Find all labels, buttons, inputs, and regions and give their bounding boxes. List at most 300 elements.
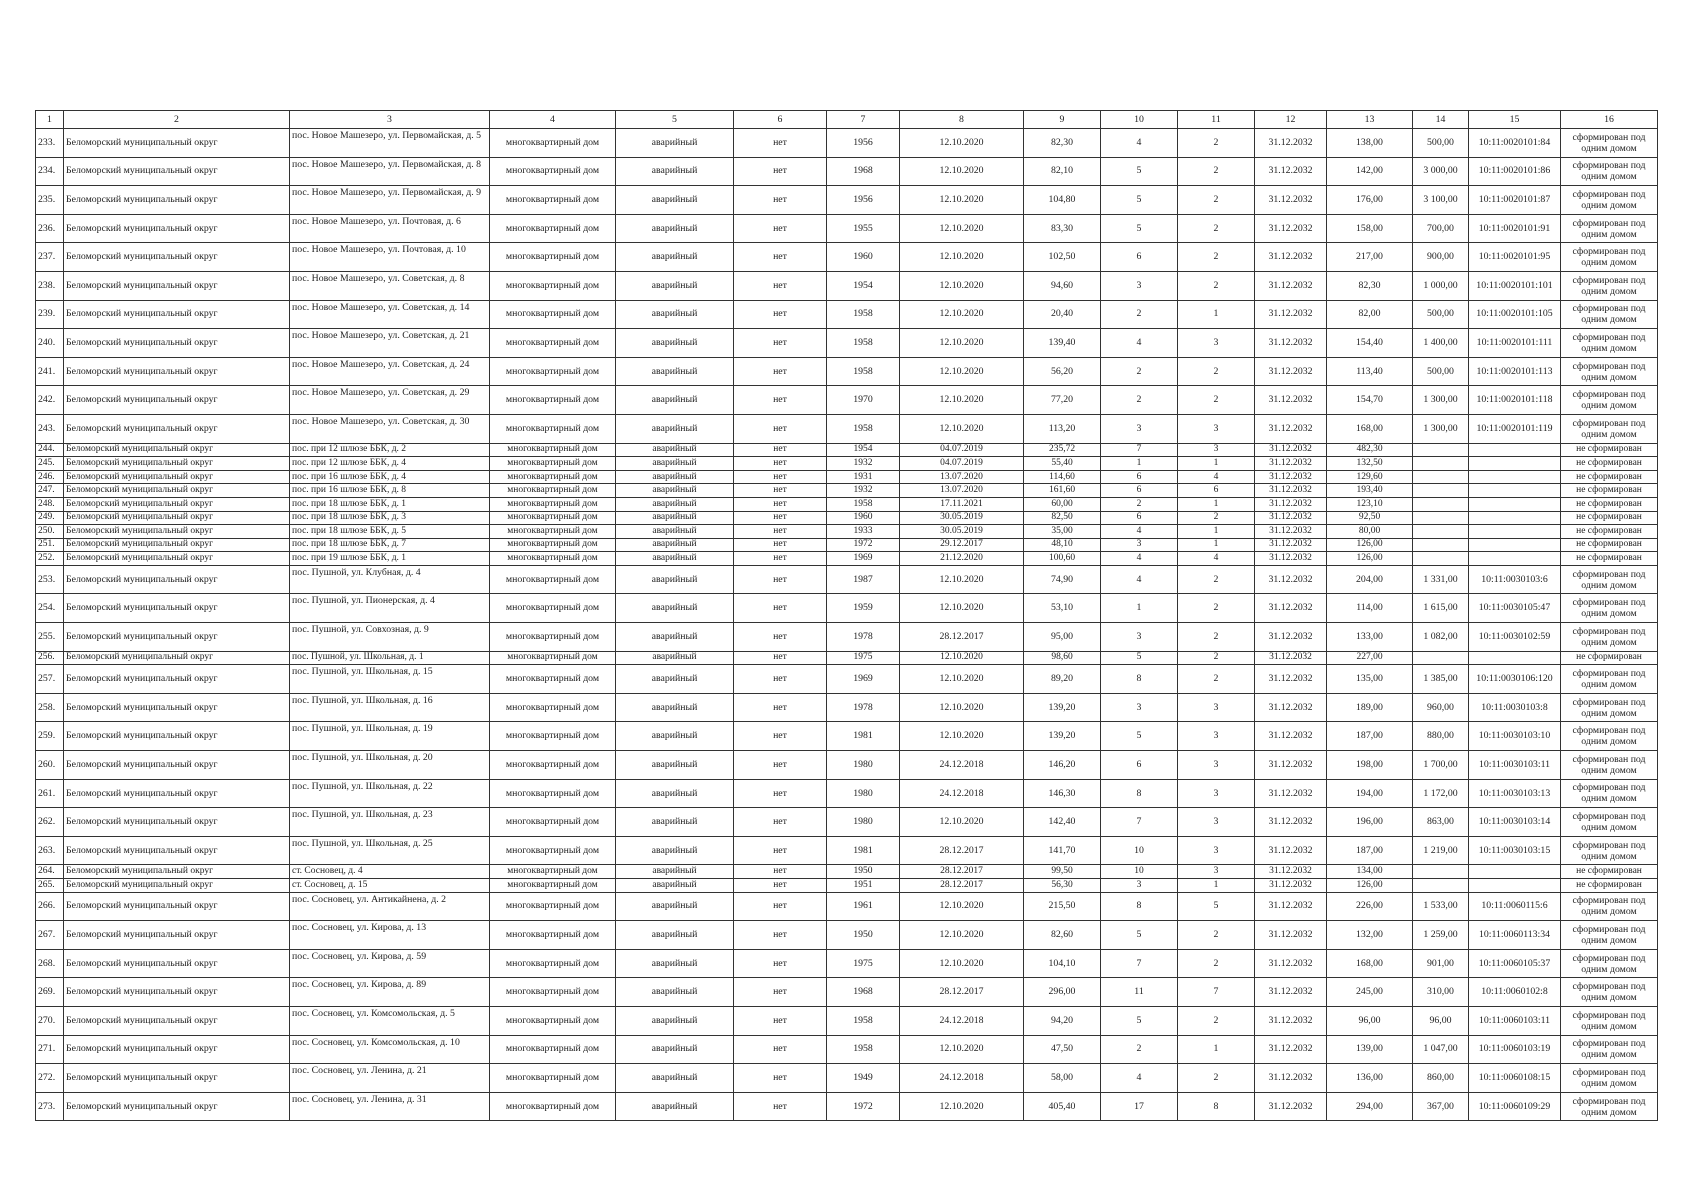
table-cell: 6 [1178, 484, 1255, 498]
table-cell: 82,30 [1327, 271, 1413, 300]
table-cell: 12.10.2020 [900, 921, 1024, 950]
table-row [36, 497, 1658, 511]
table-cell: 1954 [827, 443, 900, 457]
table-cell: пос. Пушной, ул. Пионерская, д. 4 [290, 594, 490, 623]
table-cell: многоквартирный дом [490, 186, 616, 215]
table-cell: 31.12.2032 [1255, 511, 1327, 525]
table-cell: 31.12.2032 [1255, 1064, 1327, 1093]
table-cell: многоквартирный дом [490, 751, 616, 780]
table-cell: 20,40 [1024, 300, 1101, 329]
table-cell: не сформирован [1561, 525, 1658, 539]
table-cell [1413, 457, 1469, 471]
table-cell: многоквартирный дом [490, 949, 616, 978]
table-cell: нет [734, 414, 827, 443]
table-cell: 2 [1101, 300, 1178, 329]
table-cell: 10:11:0020101:87 [1469, 186, 1561, 215]
table-cell: 12.10.2020 [900, 386, 1024, 415]
table-cell: нет [734, 1064, 827, 1093]
table-cell: 31.12.2032 [1255, 414, 1327, 443]
table-cell [1469, 497, 1561, 511]
table-cell: аварийный [616, 623, 734, 652]
table-cell: аварийный [616, 511, 734, 525]
table-cell: 268. [36, 949, 64, 978]
table-cell: 271. [36, 1035, 64, 1064]
table-cell: 10:11:0020101:118 [1469, 386, 1561, 415]
table-cell: 194,00 [1327, 779, 1413, 808]
table-row [36, 214, 1658, 243]
table-cell: 7 [1178, 978, 1255, 1007]
table-cell: Беломорский муниципальный округ [64, 1064, 290, 1093]
table-cell: 2 [1101, 386, 1178, 415]
table-cell: 77,20 [1024, 386, 1101, 415]
table-row [36, 892, 1658, 921]
table-cell: 1987 [827, 565, 900, 594]
table-cell: Беломорский муниципальный округ [64, 243, 290, 272]
table-cell: Беломорский муниципальный округ [64, 538, 290, 552]
table-cell: сформирован под одним домом [1561, 329, 1658, 358]
table-cell: 12.10.2020 [900, 949, 1024, 978]
table-cell: 2 [1178, 623, 1255, 652]
table-cell: многоквартирный дом [490, 511, 616, 525]
table-cell: Беломорский муниципальный округ [64, 808, 290, 837]
table-row [36, 300, 1658, 329]
table-cell: 10:11:0020101:105 [1469, 300, 1561, 329]
table-cell: 2 [1101, 357, 1178, 386]
table-cell: нет [734, 525, 827, 539]
table-cell: Беломорский муниципальный округ [64, 484, 290, 498]
table-cell: многоквартирный дом [490, 693, 616, 722]
table-cell: нет [734, 186, 827, 215]
table-cell [1413, 511, 1469, 525]
table-row [36, 565, 1658, 594]
table-cell: 82,60 [1024, 921, 1101, 950]
table-cell: 256. [36, 651, 64, 665]
table-cell: 263. [36, 836, 64, 865]
table-cell: Беломорский муниципальный округ [64, 443, 290, 457]
table-cell: 243. [36, 414, 64, 443]
table-cell: нет [734, 470, 827, 484]
table-row [36, 457, 1658, 471]
table-cell: 226,00 [1327, 892, 1413, 921]
table-cell: 1 331,00 [1413, 565, 1469, 594]
table-cell: 1978 [827, 623, 900, 652]
table-cell: пос. Пушной, ул. Школьная, д. 19 [290, 722, 490, 751]
table-cell: 10:11:0060113:34 [1469, 921, 1561, 950]
table-cell: 142,00 [1327, 157, 1413, 186]
table-cell: 3 [1178, 722, 1255, 751]
table-cell: 2 [1178, 1006, 1255, 1035]
table-row [36, 129, 1658, 158]
table-cell [1469, 651, 1561, 665]
table-cell: 94,20 [1024, 1006, 1101, 1035]
table-cell: многоквартирный дом [490, 865, 616, 879]
table-cell: 56,30 [1024, 879, 1101, 893]
table-cell: 1 082,00 [1413, 623, 1469, 652]
table-cell: 1931 [827, 470, 900, 484]
table-row [36, 525, 1658, 539]
table-cell: 129,60 [1327, 470, 1413, 484]
table-cell: аварийный [616, 978, 734, 1007]
table-cell: 1 [1178, 538, 1255, 552]
table-cell: 113,20 [1024, 414, 1101, 443]
table-cell: сформирован под одним домом [1561, 386, 1658, 415]
table-cell: 1980 [827, 779, 900, 808]
table-cell: 12.10.2020 [900, 129, 1024, 158]
table-cell: 1 000,00 [1413, 271, 1469, 300]
table-cell: 55,40 [1024, 457, 1101, 471]
table-cell: нет [734, 214, 827, 243]
table-cell: многоквартирный дом [490, 538, 616, 552]
table-cell: нет [734, 751, 827, 780]
table-cell: не сформирован [1561, 511, 1658, 525]
table-cell: 7 [1101, 808, 1178, 837]
table-cell: 1981 [827, 722, 900, 751]
table-cell: Беломорский муниципальный округ [64, 1035, 290, 1064]
table-cell: 1951 [827, 879, 900, 893]
table-cell: 12.10.2020 [900, 1035, 1024, 1064]
table-cell: 12.10.2020 [900, 329, 1024, 358]
table-cell: 56,20 [1024, 357, 1101, 386]
table-cell: 1 047,00 [1413, 1035, 1469, 1064]
table-cell: 12.10.2020 [900, 722, 1024, 751]
table-cell: 31.12.2032 [1255, 1035, 1327, 1064]
table-cell: 3 [1101, 879, 1178, 893]
table-cell: аварийный [616, 665, 734, 694]
table-cell: 3 [1178, 414, 1255, 443]
table-row [36, 511, 1658, 525]
column-header: 3 [290, 111, 490, 129]
table-cell: сформирован под одним домом [1561, 414, 1658, 443]
table-cell: 187,00 [1327, 836, 1413, 865]
table-cell: 6 [1101, 484, 1178, 498]
table-cell: 24.12.2018 [900, 1064, 1024, 1093]
table-cell: 1950 [827, 865, 900, 879]
table-cell: аварийный [616, 470, 734, 484]
table-row [36, 665, 1658, 694]
table-cell: многоквартирный дом [490, 651, 616, 665]
table-cell: нет [734, 271, 827, 300]
table-cell: 901,00 [1413, 949, 1469, 978]
table-cell: 104,10 [1024, 949, 1101, 978]
table-cell: 244. [36, 443, 64, 457]
table-cell: пос. Пушной, ул. Школьная, д. 22 [290, 779, 490, 808]
table-cell: 12.10.2020 [900, 243, 1024, 272]
table-cell: многоквартирный дом [490, 271, 616, 300]
table-cell: аварийный [616, 865, 734, 879]
table-cell [1413, 443, 1469, 457]
table-cell: не сформирован [1561, 497, 1658, 511]
table-cell: 158,00 [1327, 214, 1413, 243]
table-cell: нет [734, 693, 827, 722]
table-cell: Беломорский муниципальный округ [64, 457, 290, 471]
table-cell: многоквартирный дом [490, 836, 616, 865]
table-cell: 31.12.2032 [1255, 329, 1327, 358]
table-cell: аварийный [616, 594, 734, 623]
table-cell: аварийный [616, 892, 734, 921]
table-cell: многоквартирный дом [490, 921, 616, 950]
table-cell: 1968 [827, 157, 900, 186]
table-cell: Беломорский муниципальный округ [64, 271, 290, 300]
table-cell: 500,00 [1413, 357, 1469, 386]
table-cell: 880,00 [1413, 722, 1469, 751]
table-cell: сформирован под одним домом [1561, 1035, 1658, 1064]
table-cell: 10:11:0030103:14 [1469, 808, 1561, 837]
table-cell: 1970 [827, 386, 900, 415]
table-cell: 29.12.2017 [900, 538, 1024, 552]
table-cell: пос. при 16 шлюзе ББК, д. 4 [290, 470, 490, 484]
table-row [36, 651, 1658, 665]
table-cell: 252. [36, 552, 64, 566]
table-cell: Беломорский муниципальный округ [64, 497, 290, 511]
table-cell: аварийный [616, 329, 734, 358]
table-cell: 2 [1178, 357, 1255, 386]
table-cell [1413, 538, 1469, 552]
table-row [36, 1006, 1658, 1035]
table-cell: 10:11:0030103:10 [1469, 722, 1561, 751]
table-cell: нет [734, 594, 827, 623]
table-cell: пос. Новое Машезеро, ул. Советская, д. 30 [290, 414, 490, 443]
table-cell: 2 [1178, 214, 1255, 243]
table-cell: 860,00 [1413, 1064, 1469, 1093]
table-cell: 2 [1178, 565, 1255, 594]
table-cell: многоквартирный дом [490, 414, 616, 443]
table-cell: 900,00 [1413, 243, 1469, 272]
table-cell: 960,00 [1413, 693, 1469, 722]
table-cell: 133,00 [1327, 623, 1413, 652]
table-cell: 48,10 [1024, 538, 1101, 552]
table-cell: сформирован под одним домом [1561, 1092, 1658, 1121]
table-cell: сформирован под одним домом [1561, 129, 1658, 158]
table-cell: 296,00 [1024, 978, 1101, 1007]
table-cell: аварийный [616, 243, 734, 272]
table-cell: нет [734, 623, 827, 652]
table-cell: 12.10.2020 [900, 214, 1024, 243]
table-cell: 4 [1178, 470, 1255, 484]
table-cell: 31.12.2032 [1255, 129, 1327, 158]
table-cell: 2 [1178, 594, 1255, 623]
table-row [36, 949, 1658, 978]
table-cell: 1932 [827, 457, 900, 471]
table-cell: Беломорский муниципальный округ [64, 921, 290, 950]
table-cell: 134,00 [1327, 865, 1413, 879]
table-cell: 154,70 [1327, 386, 1413, 415]
table-cell: 74,90 [1024, 565, 1101, 594]
table-cell: 2 [1178, 1064, 1255, 1093]
table-cell: 154,40 [1327, 329, 1413, 358]
table-cell: не сформирован [1561, 552, 1658, 566]
table-cell: Беломорский муниципальный округ [64, 1092, 290, 1121]
table-cell: 3 000,00 [1413, 157, 1469, 186]
table-cell [1469, 525, 1561, 539]
table-cell: 83,30 [1024, 214, 1101, 243]
table-cell: 2 [1178, 651, 1255, 665]
table-cell: 04.07.2019 [900, 457, 1024, 471]
table-cell: многоквартирный дом [490, 157, 616, 186]
table-cell: 7 [1101, 949, 1178, 978]
table-row [36, 693, 1658, 722]
table-cell: аварийный [616, 779, 734, 808]
table-cell: 3 [1101, 538, 1178, 552]
header-row [36, 111, 1658, 129]
table-cell: многоквартирный дом [490, 1064, 616, 1093]
table-cell: нет [734, 300, 827, 329]
table-cell: 10:11:0060105:37 [1469, 949, 1561, 978]
table-cell: 10:11:0030103:11 [1469, 751, 1561, 780]
table-cell: 264. [36, 865, 64, 879]
table-cell: 1980 [827, 808, 900, 837]
table-cell: 17.11.2021 [900, 497, 1024, 511]
table-cell: пос. Новое Машезеро, ул. Советская, д. 24 [290, 357, 490, 386]
table-cell: пос. Новое Машезеро, ул. Первомайская, д. 9 [290, 186, 490, 215]
table-cell: 123,10 [1327, 497, 1413, 511]
table-cell: сформирован под одним домом [1561, 722, 1658, 751]
table-cell: пос. Сосновец, ул. Комсомольская, д. 5 [290, 1006, 490, 1035]
table-cell: пос. Сосновец, ул. Антикайнена, д. 2 [290, 892, 490, 921]
table-cell: многоквартирный дом [490, 978, 616, 1007]
table-cell: 10:11:0060115:6 [1469, 892, 1561, 921]
table-cell: пос. при 18 шлюзе ББК, д. 1 [290, 497, 490, 511]
table-cell: Беломорский муниципальный округ [64, 357, 290, 386]
table-cell: 12.10.2020 [900, 1092, 1024, 1121]
table-cell: аварийный [616, 129, 734, 158]
table-cell: не сформирован [1561, 457, 1658, 471]
table-cell: аварийный [616, 186, 734, 215]
table-cell: пос. при 18 шлюзе ББК, д. 5 [290, 525, 490, 539]
table-cell: 266. [36, 892, 64, 921]
table-cell: нет [734, 538, 827, 552]
table-cell: 31.12.2032 [1255, 879, 1327, 893]
table-cell: 482,30 [1327, 443, 1413, 457]
table-cell: 142,40 [1024, 808, 1101, 837]
table-cell: 1980 [827, 751, 900, 780]
table-cell: нет [734, 443, 827, 457]
table-cell: пос. при 12 шлюзе ББК, д. 4 [290, 457, 490, 471]
table-cell: нет [734, 457, 827, 471]
table-cell: 1981 [827, 836, 900, 865]
table-cell: сформирован под одним домом [1561, 623, 1658, 652]
table-cell: 2 [1101, 497, 1178, 511]
table-cell: 94,60 [1024, 271, 1101, 300]
table-cell: Беломорский муниципальный округ [64, 594, 290, 623]
table-cell: 1 219,00 [1413, 836, 1469, 865]
table-cell: 2 [1178, 511, 1255, 525]
table-cell: 10:11:0060109:29 [1469, 1092, 1561, 1121]
table-cell: 247. [36, 484, 64, 498]
table-cell: Беломорский муниципальный округ [64, 386, 290, 415]
table-cell: многоквартирный дом [490, 129, 616, 158]
table-cell: сформирован под одним домом [1561, 357, 1658, 386]
table-cell: 4 [1101, 1064, 1178, 1093]
table-cell: 5 [1101, 921, 1178, 950]
table-cell: Беломорский муниципальный округ [64, 186, 290, 215]
table-cell: 5 [1101, 186, 1178, 215]
table-cell: 1958 [827, 329, 900, 358]
table-cell: сформирован под одним домом [1561, 186, 1658, 215]
table-cell: 99,50 [1024, 865, 1101, 879]
table-cell: пос. при 18 шлюзе ББК, д. 3 [290, 511, 490, 525]
table-row [36, 978, 1658, 1007]
table-cell: 10:11:0020101:86 [1469, 157, 1561, 186]
table-cell: 251. [36, 538, 64, 552]
table-cell: 249. [36, 511, 64, 525]
table-cell: 1 259,00 [1413, 921, 1469, 950]
table-cell: 31.12.2032 [1255, 594, 1327, 623]
table-cell: 238. [36, 271, 64, 300]
table-cell: не сформирован [1561, 651, 1658, 665]
table-cell: 10:11:0020101:101 [1469, 271, 1561, 300]
table-cell: 31.12.2032 [1255, 921, 1327, 950]
table-cell: 6 [1101, 511, 1178, 525]
table-cell: сформирован под одним домом [1561, 892, 1658, 921]
table-cell: аварийный [616, 879, 734, 893]
table-cell: 10 [1101, 865, 1178, 879]
column-header: 12 [1255, 111, 1327, 129]
table-cell: 1933 [827, 525, 900, 539]
table-row [36, 552, 1658, 566]
column-header: 7 [827, 111, 900, 129]
table-cell: 1969 [827, 665, 900, 694]
table-cell: 700,00 [1413, 214, 1469, 243]
table-cell: сформирован под одним домом [1561, 949, 1658, 978]
table-cell: нет [734, 386, 827, 415]
table-cell: 28.12.2017 [900, 978, 1024, 1007]
table-cell: многоквартирный дом [490, 1035, 616, 1064]
table-cell: 8 [1101, 665, 1178, 694]
table-cell: 1 [1178, 525, 1255, 539]
table-cell: 3 [1178, 329, 1255, 358]
table-cell: 1958 [827, 497, 900, 511]
table-cell: 139,20 [1024, 693, 1101, 722]
table-cell: аварийный [616, 722, 734, 751]
table-cell: 161,60 [1024, 484, 1101, 498]
table-cell: 30.05.2019 [900, 525, 1024, 539]
table-cell: Беломорский муниципальный округ [64, 129, 290, 158]
table-cell: ст. Сосновец, д. 15 [290, 879, 490, 893]
table-cell: пос. Пушной, ул. Совхозная, д. 9 [290, 623, 490, 652]
table-cell: 12.10.2020 [900, 157, 1024, 186]
table-cell: 241. [36, 357, 64, 386]
table-cell: 8 [1101, 779, 1178, 808]
table-cell: 60,00 [1024, 497, 1101, 511]
table-cell: 1958 [827, 1035, 900, 1064]
table-cell: 1949 [827, 1064, 900, 1093]
table-cell: 28.12.2017 [900, 623, 1024, 652]
table-cell: нет [734, 808, 827, 837]
table-cell: 10:11:0020101:111 [1469, 329, 1561, 358]
table-cell: 11 [1101, 978, 1178, 1007]
table-cell: аварийный [616, 357, 734, 386]
table-cell: аварийный [616, 693, 734, 722]
table-cell: 3 [1178, 865, 1255, 879]
table-cell: пос. Пушной, ул. Школьная, д. 20 [290, 751, 490, 780]
table-cell: 7 [1101, 443, 1178, 457]
table-cell: нет [734, 157, 827, 186]
table-cell: 193,40 [1327, 484, 1413, 498]
table-cell: 10:11:0020101:84 [1469, 129, 1561, 158]
table-cell: пос. Пушной, ул. Школьная, д. 25 [290, 836, 490, 865]
table-cell: 10:11:0060103:11 [1469, 1006, 1561, 1035]
table-cell: пос. Пушной, ул. Школьная, д. 1 [290, 651, 490, 665]
table-cell: 31.12.2032 [1255, 1092, 1327, 1121]
table-cell: 92,50 [1327, 511, 1413, 525]
table-cell: 31.12.2032 [1255, 525, 1327, 539]
table-cell: 1956 [827, 129, 900, 158]
table-cell: Беломорский муниципальный округ [64, 865, 290, 879]
table-row [36, 779, 1658, 808]
table-cell: сформирован под одним домом [1561, 243, 1658, 272]
table-cell: 31.12.2032 [1255, 552, 1327, 566]
table-cell: 257. [36, 665, 64, 694]
